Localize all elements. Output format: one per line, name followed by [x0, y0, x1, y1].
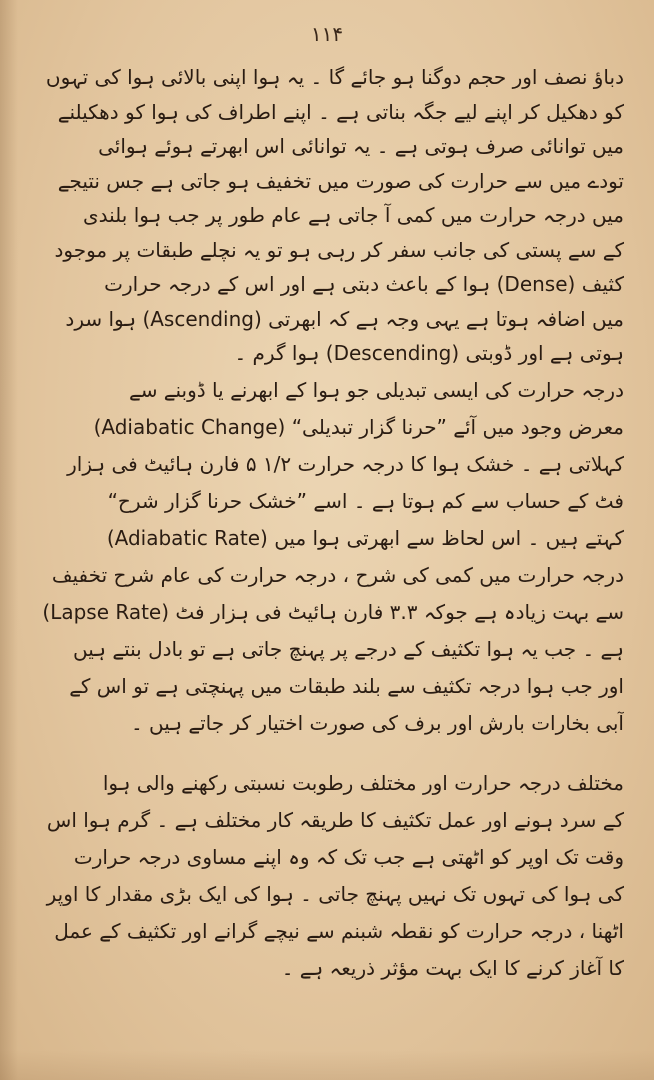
- paragraph-2: [34, 372, 624, 742]
- text-line: وقت تک اوپر کو اٹھتی ہے جب تک کہ وہ اپنے مساوی درجہ حرارت: [73, 845, 624, 869]
- text-line: ہوتی ہے اور ڈوبتی (Descending) ہوا گرم ۔: [234, 341, 624, 365]
- text-line: کے سے پستی کی جانب سفر کر رہی ہو تو یہ نچلے طبقات پر موجود: [54, 237, 624, 262]
- text-line: اٹھنا ، درجہ حرارت کو نقطہ شبنم سے نیچے گرانے اور تکثیف کے عمل: [54, 919, 624, 943]
- paragraph-3: [34, 765, 624, 987]
- text-line: درجہ حرارت میں کمی کی شرح ، درجہ حرارت کی عام شرح تخفیف: [51, 563, 624, 587]
- text-line: (Lapse Rate) سے بہت زیادہ ہے جوکہ ۳.۳ فارن ہائیٹ فی ہزار فٹ: [42, 600, 624, 624]
- text-line: کے سرد ہونے اور عمل تکثیف کا طریقہ کار مختلف ہے ۔ گرم ہوا اس: [46, 808, 624, 832]
- text-line: میں درجہ حرارت میں کمی آ جاتی ہے عام طور پر جب ہوا بلندی: [82, 203, 624, 227]
- text-line: (Adiabatic Rate) کہتے ہیں ۔ اس لحاظ سے ابھرتی ہوا میں: [106, 526, 624, 550]
- text-line: کی ہوا کی تہوں تک نہیں پہنچ جاتی ۔ ہوا کی ایک بڑی مقدار کا اوپر: [46, 882, 624, 906]
- paragraph-1: [34, 60, 624, 371]
- binding-shadow: [0, 0, 18, 1080]
- text-line: کثیف (Dense) ہوا کے باعث دبتی ہے اور اس کے درجہ حرارت: [104, 272, 624, 296]
- page-bottom-edge: [0, 1050, 654, 1080]
- text-line: کو دھکیل کر اپنے لیے جگہ بناتی ہے ۔ اپنے اطراف کی ہوا کو دھکیلنے: [57, 99, 624, 124]
- text-line: تودے میں سے حرارت کی صورت میں تخفیف ہو جاتی ہے جس نتیجے: [57, 168, 624, 193]
- text-line: درجہ حرارت کی ایسی تبدیلی جو ہوا کے ابھرنے یا ڈوبنے سے: [128, 378, 624, 402]
- page-number: ۱۱۴: [310, 22, 344, 46]
- text-line: کا آغاز کرنے کا ایک بہت مؤثر ذریعہ ہے ۔: [281, 956, 624, 980]
- text-line: اور جب ہوا درجہ تکثیف سے بلند طبقات میں پہنچتی ہے تو اس کے: [69, 674, 624, 698]
- text-line: میں اضافہ ہوتا ہے یہی وجہ ہے کہ ابھرتی (Ascending) ہوا سرد: [65, 306, 624, 331]
- text-line: ہے ۔ جب یہ ہوا تکثیف کے درجے پر پہنچ جاتی ہے تو بادل بنتے ہیں: [73, 637, 624, 661]
- text-line: فٹ کے حساب سے کم ہوتا ہے ۔ اسے ”خشک حرنا گزار شرح“: [107, 489, 624, 513]
- text-line: کہلاتی ہے ۔ خشک ہوا کا درجہ حرارت ۱/۲ ۵ فارن ہائیٹ فی ہزار: [67, 452, 624, 476]
- text-line: آبی بخارات بارش اور برف کی صورت اختیار کر جاتے ہیں ۔: [130, 711, 624, 735]
- text-line: معرض وجود میں آئے ”حرنا گزار تبدیلی“ (Adiabatic Change): [93, 415, 624, 439]
- text-line: مختلف درجہ حرارت اور مختلف رطوبت نسبتی رکھنے والی ہوا: [102, 771, 624, 795]
- text-line: دباؤ نصف اور حجم دوگنا ہو جائے گا ۔ یہ ہوا اپنی بالائی ہوا کی تہوں: [45, 65, 624, 89]
- text-line: میں توانائی صرف ہوتی ہے ۔ یہ توانائی اس ابھرتے ہوئے ہوائی: [98, 134, 624, 158]
